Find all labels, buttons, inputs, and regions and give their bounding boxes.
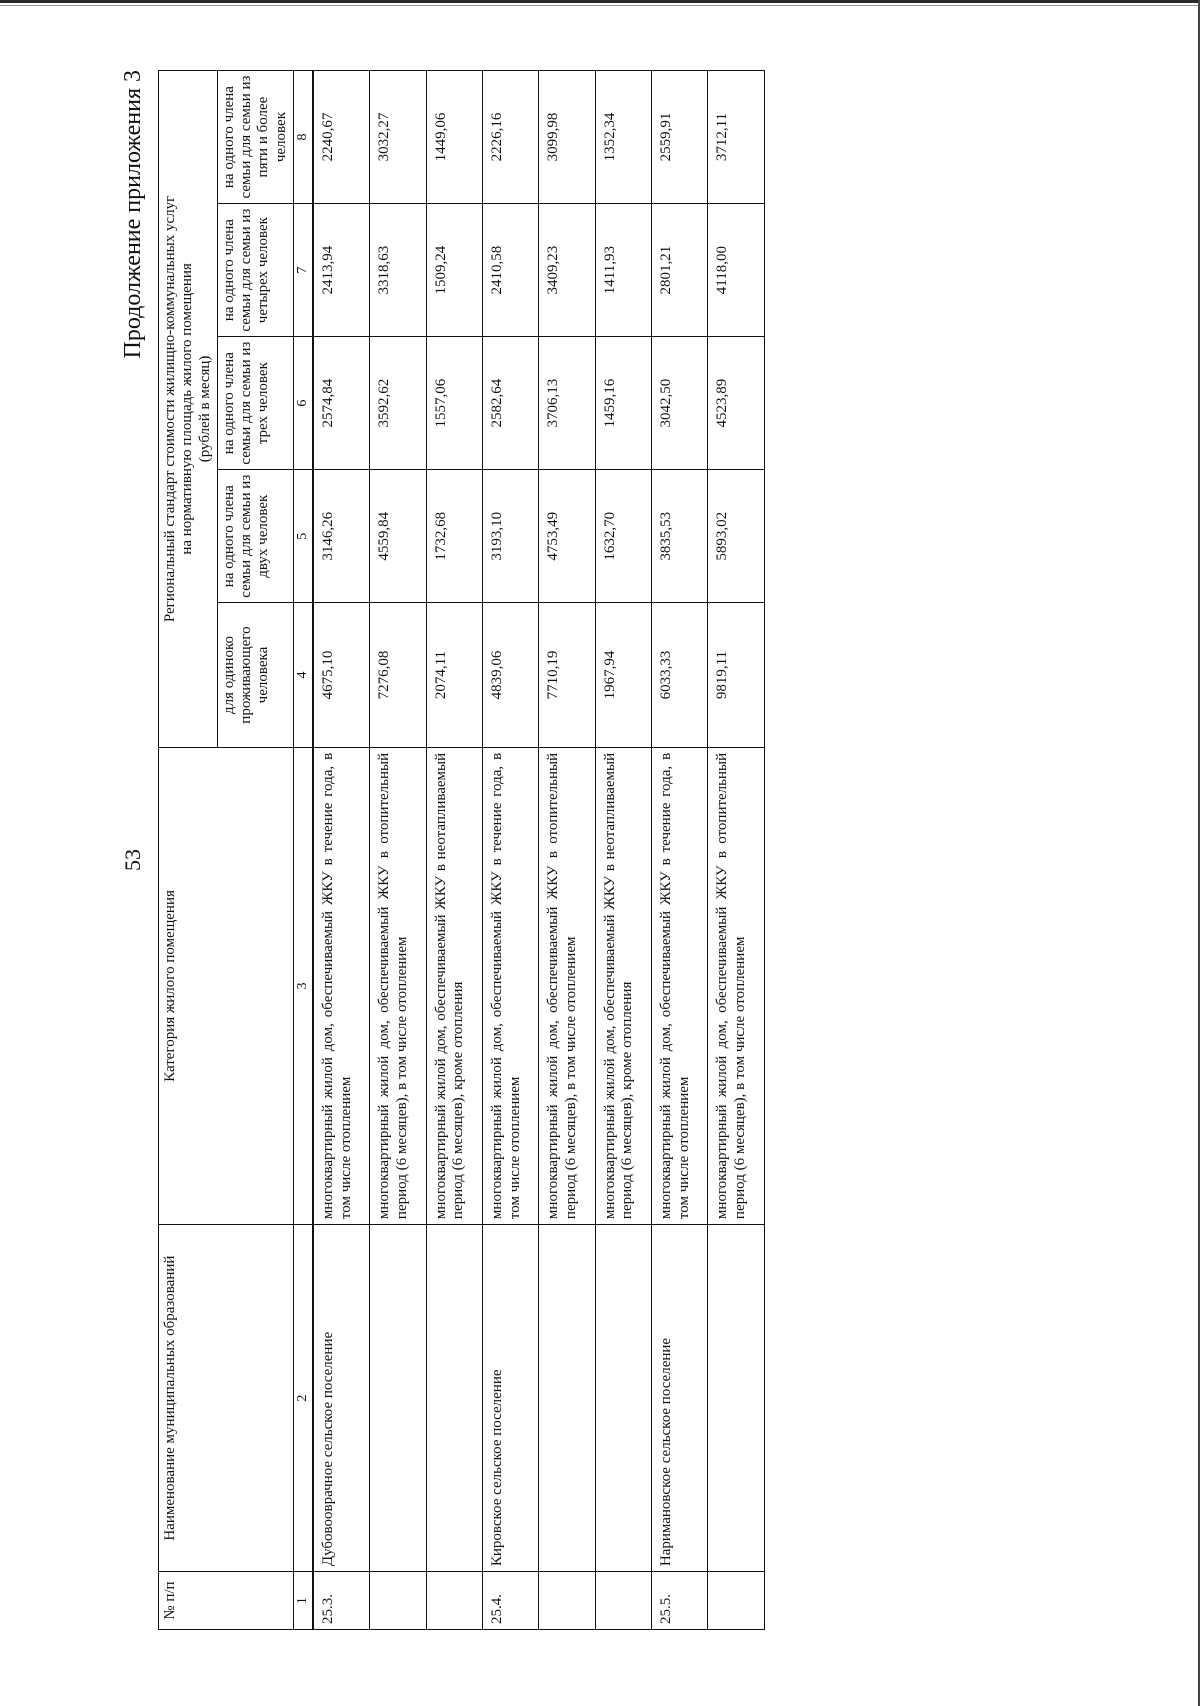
header-standard-line1: Региональный стандарт стоимости жилищно-коммунальных услуг (162, 195, 178, 623)
value-cell: 4559,84 (370, 470, 426, 603)
value-cell: 3712,11 (708, 71, 764, 204)
value-cell: 3032,27 (370, 71, 426, 204)
value-cell: 1632,70 (595, 470, 651, 603)
value-cell: 2226,16 (482, 71, 538, 204)
header-sub-2: на одного члена семьи для семьи из двух человек (217, 470, 293, 603)
table-row (539, 71, 595, 1630)
value-cell: 1732,68 (426, 470, 482, 603)
category-cell: многоквартирный жилой дом, обеспечиваемый ЖКУ в течение года, в том числе отоплением (482, 747, 538, 1224)
column-number: 1 (293, 1572, 313, 1630)
value-cell: 3592,62 (370, 337, 426, 470)
value-cell: 4675,10 (313, 603, 370, 748)
value-cell: 3193,10 (482, 470, 538, 603)
column-number: 3 (293, 747, 313, 1224)
value-cell: 2574,84 (313, 337, 370, 470)
value-cell: 1557,06 (426, 337, 482, 470)
category-cell: многоквартирный жилой дом, обеспечиваемый ЖКУ в течение года, в том числе отоплением (313, 747, 370, 1224)
value-cell: 2801,21 (652, 204, 708, 337)
table-row (708, 71, 764, 1630)
column-number: 2 (293, 1225, 313, 1572)
value-cell: 4118,00 (708, 204, 764, 337)
category-cell: многоквартирный жилой дом, обеспечиваемый ЖКУ в течение года, в том числе отоплением (652, 747, 708, 1224)
header-standard (159, 71, 218, 748)
value-cell: 2582,64 (482, 337, 538, 470)
value-cell: 4523,89 (708, 337, 764, 470)
value-cell: 7276,08 (370, 603, 426, 748)
municipality-name: Кировское сельское поселение (482, 1225, 538, 1572)
value-cell: 3042,50 (652, 337, 708, 470)
column-number: 5 (293, 470, 313, 603)
value-cell: 3146,26 (313, 470, 370, 603)
table-row (482, 71, 538, 1630)
category-cell: многоквартирный жилой дом, обеспечиваемый ЖКУ в отопительный период (6 месяцев), в том числе отоплением (539, 747, 595, 1224)
table-row (595, 71, 651, 1630)
value-cell: 5893,02 (708, 470, 764, 603)
row-index: 25.3. (313, 1572, 370, 1630)
value-cell: 1352,34 (595, 71, 651, 204)
category-cell: многоквартирный жилой дом, обеспечиваемый ЖКУ в отопительный период (6 месяцев), в том числе отоплением (370, 747, 426, 1224)
column-number: 7 (293, 204, 313, 337)
value-cell: 4839,06 (482, 603, 538, 748)
value-cell: 1967,94 (595, 603, 651, 748)
header-sub-4: на одного члена семьи для семьи из четырех человек (217, 204, 293, 337)
category-cell: многоквартирный жилой дом, обеспечиваемый ЖКУ в отопительный период (6 месяцев), в том числе отоплением (708, 747, 764, 1224)
value-cell: 3099,98 (539, 71, 595, 204)
scan-edge (0, 0, 1200, 3)
value-cell: 9819,11 (708, 603, 764, 748)
header-standard-line3: (рублей в месяц) (196, 355, 213, 463)
value-cell: 2240,67 (313, 71, 370, 204)
column-numbers-row (293, 71, 313, 1630)
header-sub-5: на одного члена семьи для семьи из пяти и более человек (217, 71, 293, 204)
header-municipality: Наименование муниципальных образований (159, 1225, 294, 1572)
table-row (426, 71, 482, 1630)
header-sub-3: на одного члена семьи для семьи из трех человек (217, 337, 293, 470)
table-row (370, 71, 426, 1630)
value-cell: 3835,53 (652, 470, 708, 603)
value-cell: 7710,19 (539, 603, 595, 748)
value-cell: 3706,13 (539, 337, 595, 470)
value-cell: 2413,94 (313, 204, 370, 337)
municipality-name: Дубовооврачное сельское поселение (313, 1225, 370, 1572)
column-number: 4 (293, 603, 313, 748)
continuation-label: Продолжение приложения 3 (120, 70, 146, 359)
value-cell: 2559,91 (652, 71, 708, 204)
row-index: 25.5. (652, 1572, 708, 1630)
value-cell: 6033,33 (652, 603, 708, 748)
column-number: 6 (293, 337, 313, 470)
column-number: 8 (293, 71, 313, 204)
value-cell: 3409,23 (539, 204, 595, 337)
value-cell: 1449,06 (426, 71, 482, 204)
header-no: № п/п (159, 1572, 294, 1630)
header-category: Категория жилого помещения (159, 747, 294, 1224)
category-cell: многоквартирный жилой дом, обеспечиваемый ЖКУ в неотапливаемый период (6 месяцев), кроме отопления (595, 747, 651, 1224)
value-cell: 3318,63 (370, 204, 426, 337)
row-index: 25.4. (482, 1572, 538, 1630)
table-row (652, 71, 708, 1630)
value-cell: 1411,93 (595, 204, 651, 337)
scan-edge-line (0, 5, 1200, 6)
value-cell: 4753,49 (539, 470, 595, 603)
page-number: 53 (120, 849, 145, 871)
header-sub-1: для одиноко проживающего человека (217, 603, 293, 748)
document-page (120, 50, 1180, 1650)
table-row (313, 71, 370, 1630)
value-cell: 2074,11 (426, 603, 482, 748)
municipality-name: Наримановское сельское поселение (652, 1225, 708, 1572)
value-cell: 1459,16 (595, 337, 651, 470)
header-row-1 (159, 71, 218, 1630)
category-cell: многоквартирный жилой дом, обеспечиваемый ЖКУ в неотапливаемый период (6 месяцев), кроме отопления (426, 747, 482, 1224)
header-standard-line2: на нормативную площадь жилого помещения (179, 263, 196, 555)
value-cell: 2410,58 (482, 204, 538, 337)
value-cell: 1509,24 (426, 204, 482, 337)
standard-table (158, 70, 765, 1630)
